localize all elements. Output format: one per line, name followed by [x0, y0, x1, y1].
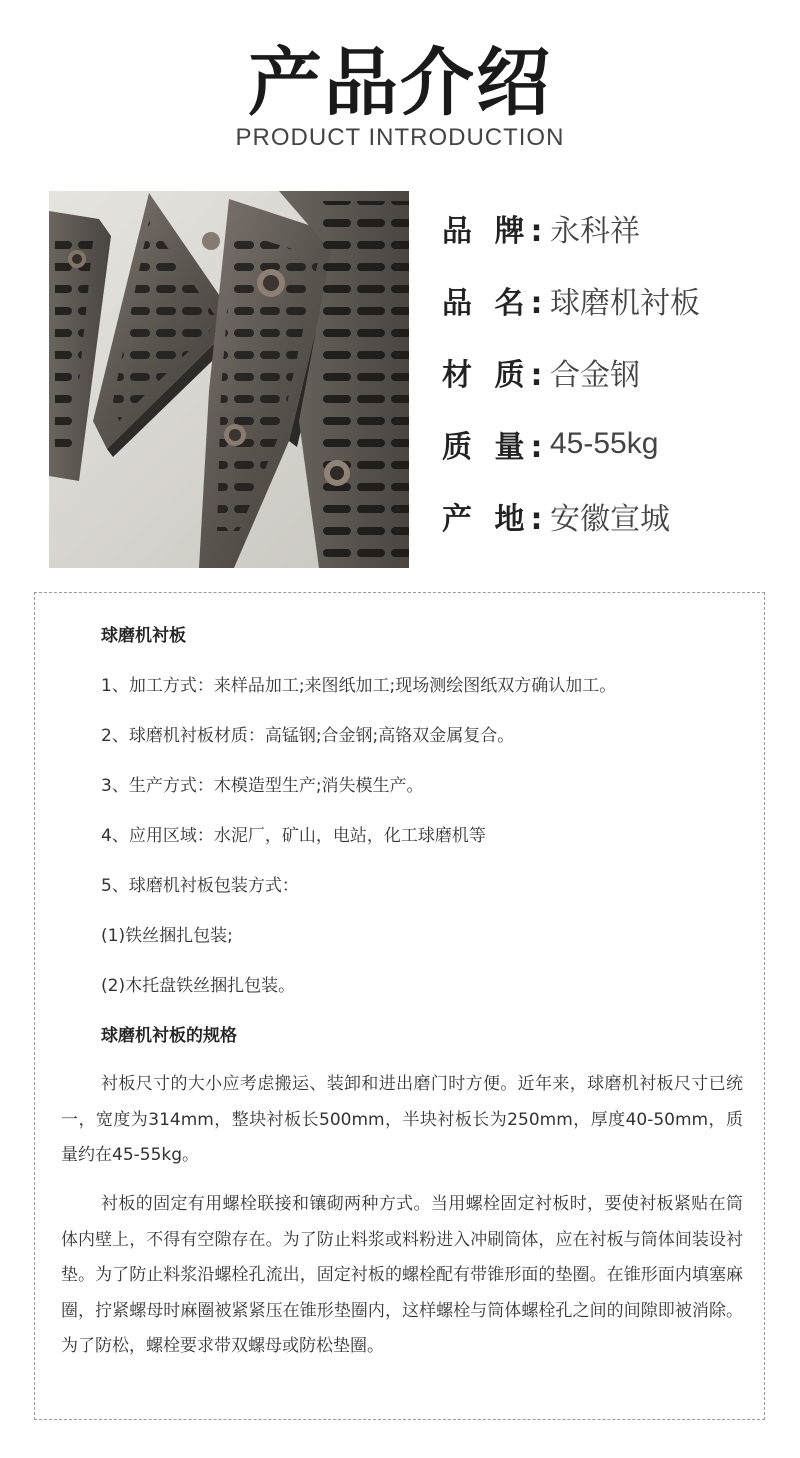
detail-item: 4、应用区域：水泥厂，矿山，电站，化工球磨机等: [101, 826, 486, 846]
spec-row-material: [442, 336, 782, 408]
page-title: 产品介绍: [248, 40, 552, 126]
spec-row-brand: [442, 192, 782, 264]
section-heading: 球磨机衬板: [101, 626, 186, 646]
spec-label: 质 量:: [442, 430, 549, 465]
spec-paragraph: 衬板尺寸的大小应考虑搬运、装卸和进出磨门时方便。近年来，球磨机衬板尺寸已统一，宽度为314mm，整块衬板长500mm，半块衬板长为250mm，厚度40-50mm，质量约在45-55kg。: [61, 1074, 743, 1165]
spec-value: 安徽宣城: [550, 503, 670, 536]
spec-value: 合金钢: [550, 359, 640, 392]
spec-value: 永科祥: [550, 215, 640, 248]
spec-label: 产 地:: [442, 502, 549, 537]
detail-item: (1)铁丝捆扎包装;: [101, 926, 233, 946]
spec-label: 品 名:: [442, 286, 549, 321]
spec-value: 球磨机衬板: [550, 287, 700, 320]
detail-item: 3、生产方式：木模造型生产;消失模生产。: [101, 776, 424, 796]
detail-item: 5、球磨机衬板包装方式：: [101, 876, 299, 896]
product-photo: [49, 191, 409, 568]
detail-item: (2)木托盘铁丝捆扎包装。: [101, 976, 296, 996]
detail-item: 2、球磨机衬板材质：高锰钢;合金钢;高铬双金属复合。: [101, 726, 515, 746]
spec-row-weight: [442, 408, 782, 480]
spec-value: 45-55kg: [550, 427, 659, 460]
detail-item: 1、加工方式：来样品加工;来图纸加工;现场测绘图纸双方确认加工。: [101, 676, 617, 696]
spec-list: [442, 192, 782, 552]
section-heading: 球磨机衬板的规格: [101, 1026, 237, 1046]
spec-label: 材 质:: [442, 358, 549, 393]
details-panel: [34, 592, 765, 1420]
spec-row-origin: [442, 480, 782, 552]
mounting-paragraph: 衬板的固定有用螺栓联接和镶砌两种方式。当用螺栓固定衬板时，要使衬板紧贴在筒体内壁上，不得有空隙存在。为了防止料浆或料粉进入冲刷筒体，应在衬板与筒体间装设衬垫。为了防止料浆沿螺栓孔流出，固定衬板的螺栓配有带锥形面的垫圈。在锥形面内填塞麻圈，拧紧螺母时麻圈被紧紧压在锥形垫圈内，这样螺栓与筒体螺栓孔之间的间隙即被消除。为了防松，螺栓要求带双螺母或防松垫圈。: [61, 1194, 743, 1356]
spec-label: 品 牌:: [442, 214, 549, 249]
spec-row-name: [442, 264, 782, 336]
page-subtitle: PRODUCT INTRODUCTION: [235, 124, 565, 151]
